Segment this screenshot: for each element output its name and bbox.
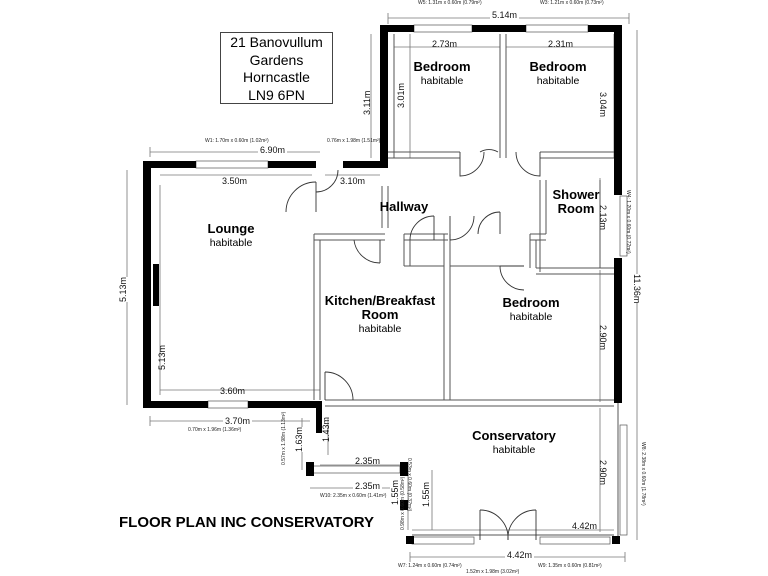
- room-label-bedroom-2: Bedroom habitable: [529, 59, 587, 87]
- dim-cons-step-inner: 2.35m: [355, 456, 381, 466]
- dim-top-vertical: 3.11m: [362, 90, 372, 115]
- dim-lounge-overall: 6.90m: [260, 145, 286, 155]
- door-step-label: 0.57m x 1.98m (1.13m²): [281, 411, 287, 465]
- dim-left-overall: 5.13m: [118, 276, 128, 302]
- dim-step-1: 1.63m: [294, 426, 304, 452]
- dim-cons-step-v-inner: 1.55m: [421, 481, 431, 507]
- dim-lounge-top: 3.50m: [222, 176, 248, 186]
- window-cons-left-label-2: 0.98m x 0.60m (0.58m²): [400, 476, 406, 530]
- window-w8-label: W8: 2.38m x 0.60m (1.78m²): [640, 442, 646, 506]
- door-lounge-label: 0.70m x 1.96m (1.36m²): [188, 427, 242, 433]
- dim-step-2: 1.43m: [321, 416, 331, 442]
- window-w3-label: W3: 1.21m x 0.60m (0.73m²): [540, 0, 604, 6]
- dim-lounge-depth: 5.13m: [157, 344, 167, 370]
- address-line-1: 21 Banovullum: [230, 34, 323, 50]
- dim-right-overall: 11.36m: [632, 274, 642, 304]
- window-w9-label: W9: 1.35m x 0.60m (0.81m²): [538, 563, 602, 569]
- address-line-3: Horncastle: [243, 69, 310, 85]
- dim-lounge-bottom: 3.60m: [220, 386, 246, 396]
- room-label-lounge: Lounge habitable: [207, 221, 255, 249]
- dim-bottom-overall: 3.70m: [225, 416, 251, 426]
- address-line-2: Gardens: [249, 51, 304, 68]
- window-w5-label: W5: 1.31m x 0.60m (0.79m²): [418, 0, 482, 6]
- room-label-bedroom-1: Bedroom habitable: [413, 59, 471, 87]
- dim-shower-depth: 2.13m: [598, 205, 608, 231]
- window-w1-label: W1: 1.70m x 0.60m (1.02m²): [205, 138, 269, 144]
- dim-bedroom-2-width: 2.31m: [548, 39, 574, 49]
- dim-bedroom-1-width: 2.73m: [432, 39, 458, 49]
- dim-bedroom-3-depth: 2.90m: [598, 325, 608, 351]
- room-label-hallway: Hallway: [379, 199, 429, 214]
- address-line-4: LN9 6PN: [248, 86, 305, 103]
- dim-bedroom-2-depth: 3.04m: [598, 92, 608, 118]
- dim-cons-inner-width: 4.42m: [572, 521, 598, 531]
- door-conservatory-label: 1.52m x 1.98m (3.02m²): [466, 569, 520, 575]
- window-w10-label: W10: 2.35m x 0.60m (1.41m²): [320, 493, 387, 499]
- dim-bedroom-1-depth: 3.01m: [396, 82, 406, 108]
- dim-hallway-width: 3.10m: [340, 176, 366, 186]
- room-label-conservatory: Conservatory habitable: [472, 428, 556, 456]
- dim-conservatory-depth: 2.90m: [598, 460, 608, 486]
- address-box: [220, 32, 333, 104]
- dim-top-overall: 5.14m: [492, 10, 518, 20]
- dim-cons-overall-width: 4.42m: [507, 550, 533, 560]
- dim-cons-step-outer: 2.35m: [355, 481, 381, 491]
- window-cons-left-label: 0.53m x 0.60m (0.32m²): [406, 458, 412, 512]
- room-label-shower-room: Shower Room: [552, 187, 600, 216]
- room-label-kitchen: Kitchen/Breakfast Room habitable: [324, 293, 436, 335]
- dim-cons-step-v-outer: 1.55m: [390, 479, 400, 505]
- window-w4-label: W4: 1.20m x 0.60m (0.72m²): [625, 190, 631, 254]
- window-w7-label: W7: 1.24m x 0.60m (0.74m²): [398, 563, 462, 569]
- room-label-bedroom-3: Bedroom habitable: [502, 295, 560, 323]
- plan-caption: FLOOR PLAN INC CONSERVATORY: [119, 514, 375, 531]
- door-d1-label: 0.76m x 1.98m (1.51m²): [327, 138, 381, 144]
